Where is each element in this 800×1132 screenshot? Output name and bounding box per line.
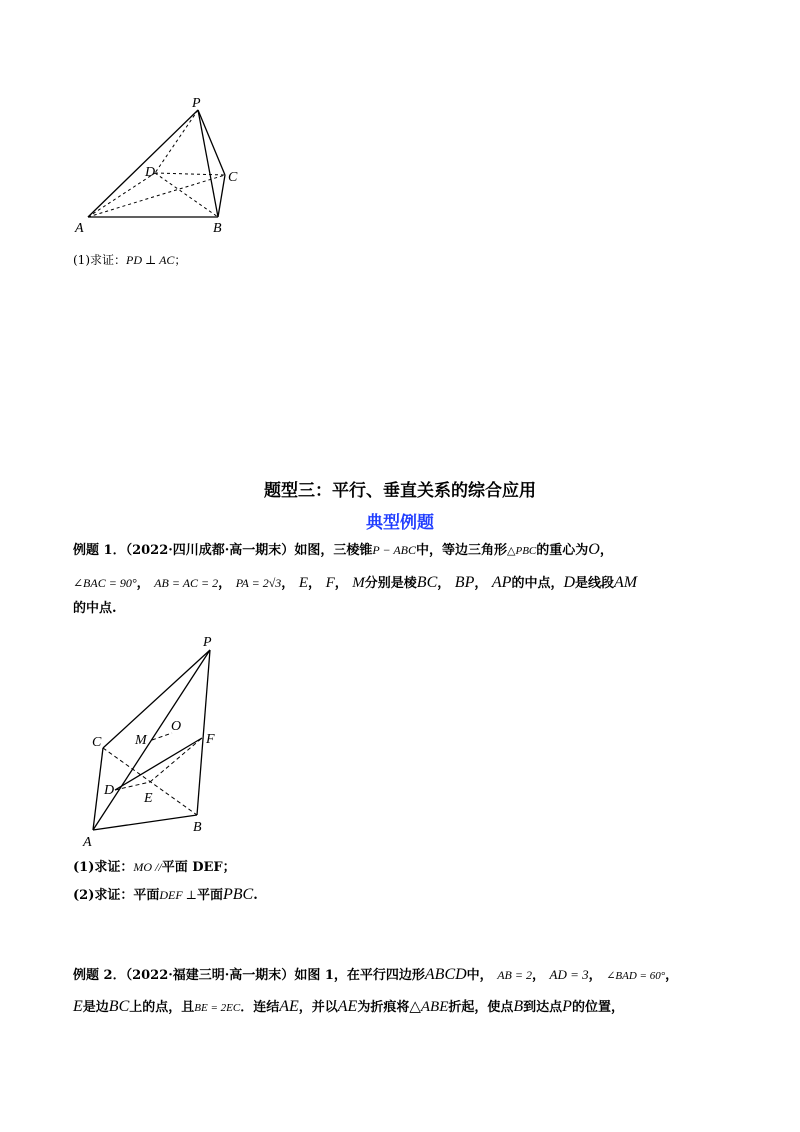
label-p: P xyxy=(192,96,201,111)
edge-bc xyxy=(218,175,225,217)
diag-ac xyxy=(88,175,225,217)
edge-pd xyxy=(155,110,198,173)
segment-df xyxy=(115,738,202,790)
label-c: C xyxy=(228,170,238,185)
figure-pyramid-pabcd xyxy=(60,95,260,245)
figure-pyramid-pabc xyxy=(75,630,245,850)
edge-pb xyxy=(198,110,218,217)
label-d: D xyxy=(145,165,156,180)
example2-line1: 例题 2．（2022·福建三明·高一期末）如图 1，在平行四边形ABCD中， AB = 2， AD = 3， ∠BAD = 60°， xyxy=(73,966,679,983)
edge-dc xyxy=(155,173,225,175)
label-f: F xyxy=(206,732,215,747)
label-a: A xyxy=(83,835,92,850)
label-e: E xyxy=(144,791,153,806)
edge-ab xyxy=(93,815,197,830)
question-1: (1)求证：PD ⊥ AC； xyxy=(73,253,187,267)
example1-part2: (2)求证：平面DEF ⊥平面PBC. xyxy=(73,886,258,903)
section-subtitle: 典型例题 xyxy=(366,513,434,533)
label-o: O xyxy=(171,719,182,734)
edge-pc xyxy=(198,110,225,175)
example2-line2: E是边BC上的点，且BE = 2EC．连结AE，并以AE为折痕将△ABE折起，使点B到达点P的位置， xyxy=(73,998,624,1015)
label-m: M xyxy=(135,733,147,748)
segment-ef xyxy=(150,738,202,782)
label-p: P xyxy=(203,635,212,650)
label-b: B xyxy=(213,221,222,236)
edge-pa xyxy=(88,110,198,217)
label-b: B xyxy=(193,820,202,835)
section-title: 题型三：平行、垂直关系的综合应用 xyxy=(264,481,536,501)
example1-line2: ∠BAC = 90°， AB = AC = 2， PA = 2√3， E， F， M分别是棱BC， BP， AP的中点，D是线段AM xyxy=(73,574,638,591)
example1-line1: 例题 1．（2022·四川成都·高一期末）如图，三棱锥P − ABC中，等边三角形△PBC的重心为O， xyxy=(73,541,613,558)
example1-part1: (1)求证：MO //平面 DEF； xyxy=(73,860,236,875)
example1-line3: 的中点. xyxy=(73,601,117,616)
label-c: C xyxy=(92,735,102,750)
label-a: A xyxy=(75,221,84,236)
label-d: D xyxy=(104,783,115,798)
